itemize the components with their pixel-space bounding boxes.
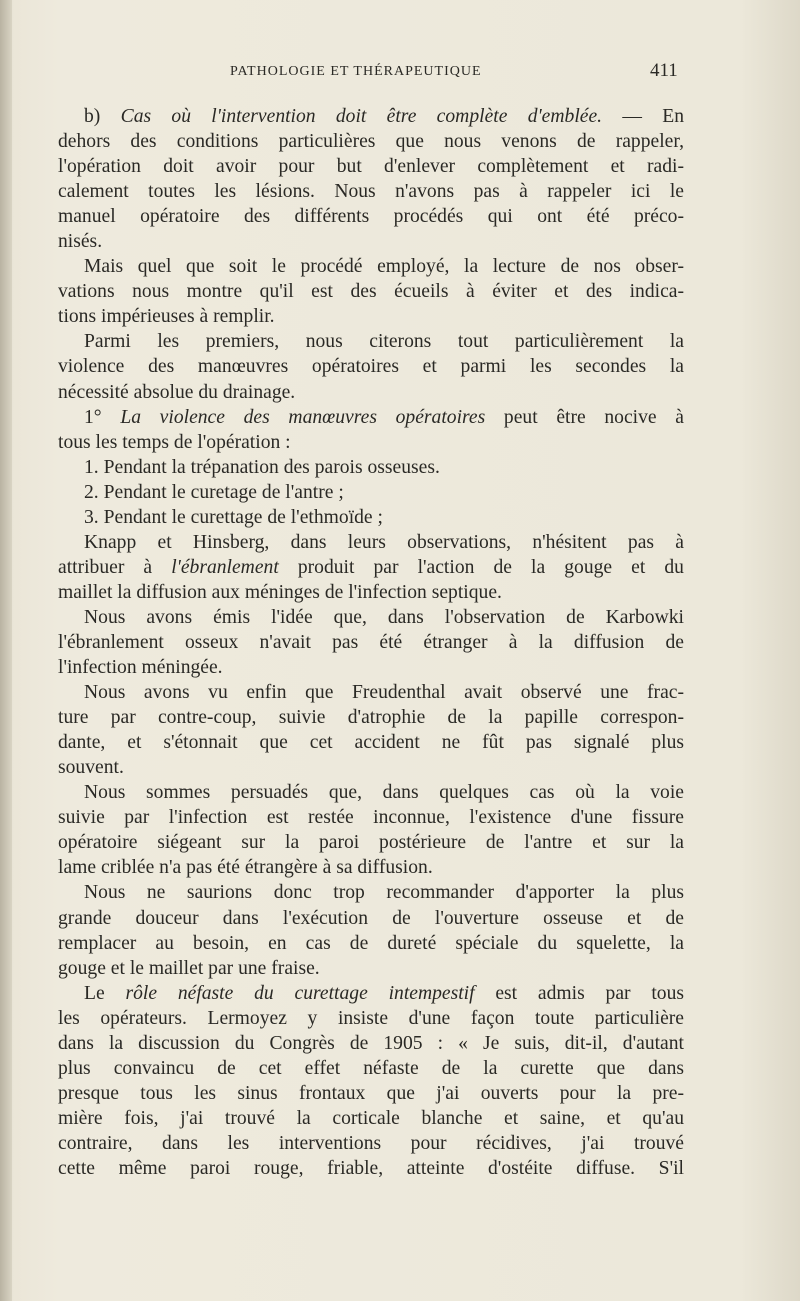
text-run: souvent. xyxy=(58,757,124,779)
text-run: manuel opératoire des différents procédés qui ont été préco- xyxy=(58,206,684,228)
text-run: maillet la diffusion aux méninges de l'infection septique. xyxy=(58,581,502,603)
text-run: nécessité absolue du drainage. xyxy=(58,381,296,403)
text-line xyxy=(58,1056,684,1081)
text-run: lame criblée n'a pas été étrangère à sa diffusion. xyxy=(58,857,433,879)
text-line xyxy=(58,304,684,329)
text-run: gouge et le maillet par une fraise. xyxy=(58,957,320,979)
text-line xyxy=(58,354,684,379)
text-run: dehors des conditions particulières que nous venons de rappeler, xyxy=(58,131,684,153)
text-run: l'opération doit avoir pour but d'enlever complètement et radi- xyxy=(58,156,684,178)
text-line xyxy=(58,805,684,830)
text-line xyxy=(58,179,684,204)
text-line xyxy=(58,455,684,480)
text-line xyxy=(58,254,684,279)
body-text xyxy=(58,104,684,1181)
text-line xyxy=(58,630,684,655)
text-line xyxy=(58,380,684,405)
page-header xyxy=(230,60,790,86)
text-run: Le xyxy=(84,982,126,1004)
text-run: peut être nocive à xyxy=(485,406,684,428)
text-line xyxy=(58,855,684,880)
text-run: l'ébranlement osseux n'avait pas été étranger à la diffusion de xyxy=(58,631,684,653)
text-line xyxy=(58,505,684,530)
text-line xyxy=(58,1031,684,1056)
text-line xyxy=(58,1131,684,1156)
page-number: 411 xyxy=(650,60,678,81)
text-line xyxy=(58,329,684,354)
text-run: plus convaincu de cet effet néfaste de la curette que dans xyxy=(58,1057,684,1079)
text-line xyxy=(58,1006,684,1031)
text-line xyxy=(58,755,684,780)
text-run: tions impérieuses à remplir. xyxy=(58,306,275,328)
text-run: dans la discussion du Congrès de 1905 : « Je suis, dit-il, d'autant xyxy=(58,1032,684,1054)
text-run: Knapp et Hinsberg, dans leurs observations, n'hésitent pas à xyxy=(84,531,684,553)
text-run: suivie par l'infection est restée inconnue, l'existence d'une fissure xyxy=(58,807,684,829)
text-run: remplacer au besoin, en cas de dureté spéciale du squelette, la xyxy=(58,932,684,954)
text-run: opératoire siégeant sur la paroi postérieure de l'antre et sur la xyxy=(58,832,684,854)
text-run: tous les temps de l'opération : xyxy=(58,431,291,453)
text-line xyxy=(58,580,684,605)
text-line xyxy=(58,1156,684,1181)
text-line xyxy=(58,204,684,229)
text-line xyxy=(58,129,684,154)
text-run: cette même paroi rouge, friable, atteinte d'ostéite diffuse. S'il xyxy=(58,1157,684,1179)
text-line xyxy=(58,229,684,254)
text-run: est admis par tous xyxy=(474,982,684,1004)
page-spine-shadow xyxy=(0,0,12,1301)
text-run: mière fois, j'ai trouvé la corticale blanche et saine, et qu'au xyxy=(58,1107,684,1129)
text-line xyxy=(58,405,684,430)
text-line xyxy=(58,680,684,705)
text-line xyxy=(58,780,684,805)
text-line xyxy=(58,730,684,755)
text-run: 1° xyxy=(84,406,121,428)
text-run: contraire, dans les interventions pour récidives, j'ai trouvé xyxy=(58,1132,684,1154)
text-run: Nous ne saurions donc trop recommander d'apporter la plus xyxy=(84,882,684,904)
text-line xyxy=(58,981,684,1006)
text-run: les opérateurs. Lermoyez y insiste d'une façon toute particulière xyxy=(58,1007,684,1029)
text-line xyxy=(58,880,684,905)
text-run: 1. Pendant la trépanation des parois osseuses. xyxy=(84,456,440,478)
text-line xyxy=(58,154,684,179)
text-line xyxy=(58,530,684,555)
text-run: grande douceur dans l'exécution de l'ouverture osseuse et de xyxy=(58,907,684,929)
text-line xyxy=(58,655,684,680)
text-line xyxy=(58,956,684,981)
text-run: dante, et s'étonnait que cet accident ne fût pas signalé plus xyxy=(58,732,684,754)
text-run: violence des manœuvres opératoires et parmi les secondes la xyxy=(58,356,684,378)
text-run: nisés. xyxy=(58,231,103,253)
text-run: 2. Pendant le curetage de l'antre ; xyxy=(84,481,344,503)
text-run: Nous sommes persuadés que, dans quelques cas où la voie xyxy=(84,782,684,804)
text-line xyxy=(58,830,684,855)
italic-text: l'ébranlement xyxy=(171,556,279,578)
text-run: Parmi les premiers, nous citerons tout particulièrement la xyxy=(84,331,684,353)
text-run: 3. Pendant le curettage de l'ethmoïde ; xyxy=(84,506,383,528)
italic-text: Cas où l'intervention doit être complète d'emblée. xyxy=(120,106,603,127)
running-title: PATHOLOGIE ET THÉRAPEUTIQUE xyxy=(230,64,482,79)
text-line xyxy=(58,705,684,730)
text-run: l'infection méningée. xyxy=(58,657,223,679)
italic-text: rôle néfaste du curettage intempestif xyxy=(125,982,475,1004)
text-line xyxy=(58,430,684,455)
text-run: ture par contre-coup, suivie d'atrophie de la papille correspon- xyxy=(58,707,684,729)
text-run: Nous avons vu enfin que Freudenthal avait observé une frac- xyxy=(84,682,684,704)
text-run: — En xyxy=(602,106,684,127)
text-run: b) xyxy=(84,106,121,127)
text-line xyxy=(58,1081,684,1106)
italic-text: La violence des manœuvres opératoires xyxy=(120,406,486,428)
text-line xyxy=(58,605,684,630)
text-run: vations nous montre qu'il est des écueils à éviter et des indica- xyxy=(58,281,684,303)
text-line xyxy=(58,480,684,505)
text-run: presque tous les sinus frontaux que j'ai ouverts pour la pre- xyxy=(58,1082,684,1104)
text-run: attribuer à xyxy=(58,556,172,578)
text-line xyxy=(58,279,684,304)
text-line xyxy=(58,104,684,129)
text-run: Nous avons émis l'idée que, dans l'observation de Karbowki xyxy=(84,606,684,628)
text-run: calement toutes les lésions. Nous n'avons pas à rappeler ici le xyxy=(58,181,684,203)
text-run: produit par l'action de la gouge et du xyxy=(278,556,684,578)
text-run: Mais quel que soit le procédé employé, la lecture de nos obser- xyxy=(84,256,684,278)
text-line xyxy=(58,555,684,580)
text-line xyxy=(58,906,684,931)
text-line xyxy=(58,931,684,956)
text-line xyxy=(58,1106,684,1131)
